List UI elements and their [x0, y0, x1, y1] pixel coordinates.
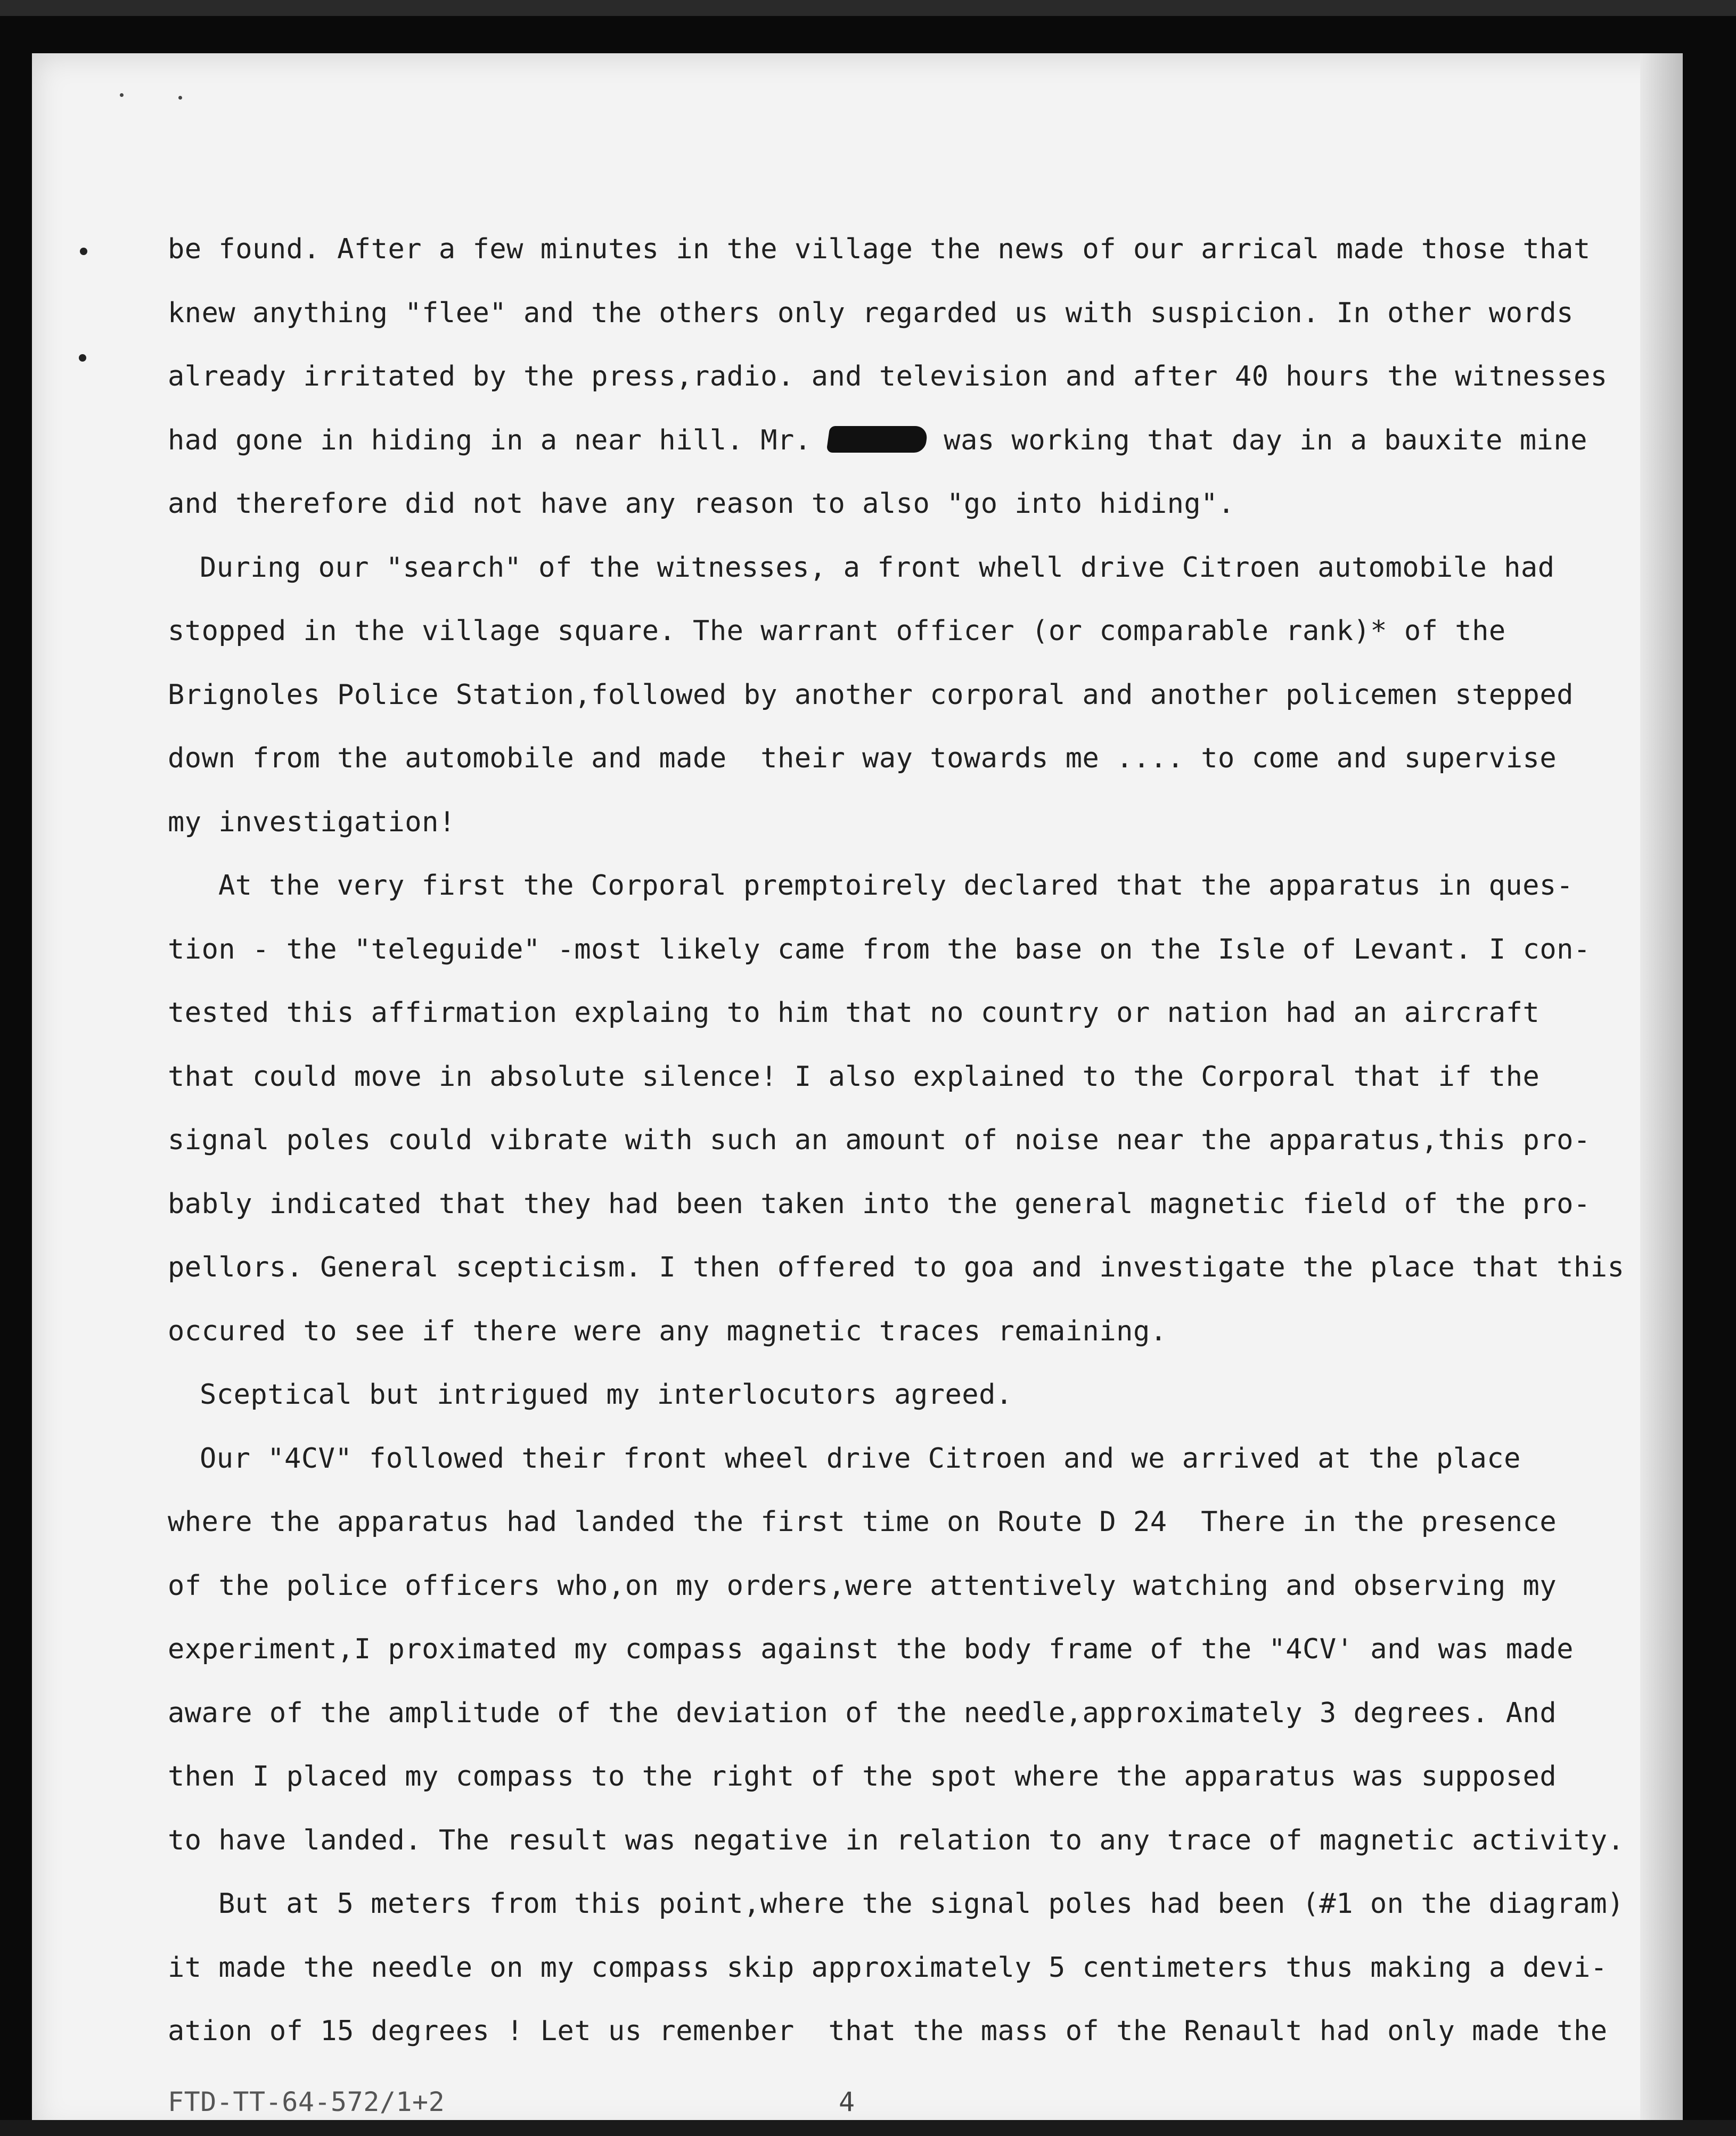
film-top-border	[0, 0, 1736, 16]
text-line-with-redaction	[168, 419, 1587, 483]
redaction-mark	[826, 426, 929, 453]
text-line: pellors. General scepticism. I then offered to goa and investigate the place that this	[168, 1251, 1625, 1283]
text-line: aware of the amplitude of the deviation of the needle,approximately 3 degrees. And	[168, 1697, 1557, 1729]
text-line: ation of 15 degrees ! Let us remenber that the mass of the Renault had only made the	[168, 2015, 1608, 2047]
text-line: it made the needle on my compass skip approximately 5 centimeters thus making a devi-	[168, 1951, 1608, 1984]
text-line: then I placed my compass to the right of the spot where the apparatus was supposed	[168, 1761, 1557, 1793]
text-line: bably indicated that they had been taken into the general magnetic field of the pro-	[168, 1188, 1591, 1220]
text-line: to have landed. The result was negative in relation to any trace of magnetic activity.	[168, 1824, 1625, 1856]
film-bottom-border	[0, 2120, 1736, 2136]
margin-dot	[79, 354, 86, 362]
text-segment: was working that day in a bauxite mine	[944, 424, 1587, 456]
film-speck	[120, 93, 124, 97]
text-line: experiment,I proximated my compass against the body frame of the "4CV' and was made	[168, 1633, 1574, 1665]
text-line: knew anything "flee" and the others only regarded us with suspicion. In other words	[168, 297, 1574, 329]
film-speck	[178, 96, 182, 100]
document-reference-id: FTD-TT-64-572/1+2	[168, 2086, 445, 2117]
text-line: stopped in the village square. The warrant officer (or comparable rank)* of the	[168, 615, 1506, 647]
text-line: of the police officers who,on my orders,were attentively watching and observing my	[168, 1569, 1557, 1602]
text-line: and therefore did not have any reason to also "go into hiding".	[168, 488, 1235, 520]
text-line: At the very first the Corporal premptoirely declared that the apparatus in ques-	[218, 870, 1574, 902]
page-number: 4	[839, 2086, 855, 2117]
text-line: where the apparatus had landed the first time on Route D 24 There in the presence	[168, 1506, 1557, 1538]
text-line: Sceptical but intrigued my interlocutors agreed.	[200, 1379, 1013, 1411]
text-line: During our "search" of the witnesses, a front whell drive Citroen automobile had	[200, 551, 1555, 584]
text-line: be found. After a few minutes in the village the news of our arrical made those that	[168, 233, 1591, 265]
text-line: already irritated by the press,radio. and television and after 40 hours the witnesses	[168, 361, 1608, 392]
text-line: But at 5 meters from this point,where the signal poles had been (#1 on the diagram)	[218, 1888, 1624, 1920]
text-line: signal poles could vibrate with such an amount of noise near the apparatus,this pro-	[168, 1124, 1591, 1156]
text-line: Brignoles Police Station,followed by another corporal and another policemen stepped	[168, 678, 1574, 711]
text-line: tested this affirmation explaing to him that no country or nation had an aircraft	[168, 997, 1540, 1029]
text-line: occured to see if there were any magnetic traces remaining.	[168, 1315, 1167, 1347]
document-body	[168, 228, 1625, 2074]
text-line: Our "4CV" followed their front wheel drive Citroen and we arrived at the place	[200, 1442, 1521, 1475]
margin-dot	[80, 248, 87, 255]
text-line: tion - the "teleguide" -most likely came from the base on the Isle of Levant. I con-	[168, 933, 1591, 965]
text-segment: had gone in hiding in a near hill. Mr.	[168, 424, 812, 456]
page-right-edge	[1640, 53, 1683, 2136]
text-line: my investigation!	[168, 806, 456, 838]
text-line: that could move in absolute silence! I also explained to the Corporal that if the	[168, 1060, 1540, 1093]
text-line: down from the automobile and made their way towards me .... to come and supervise	[168, 742, 1557, 774]
